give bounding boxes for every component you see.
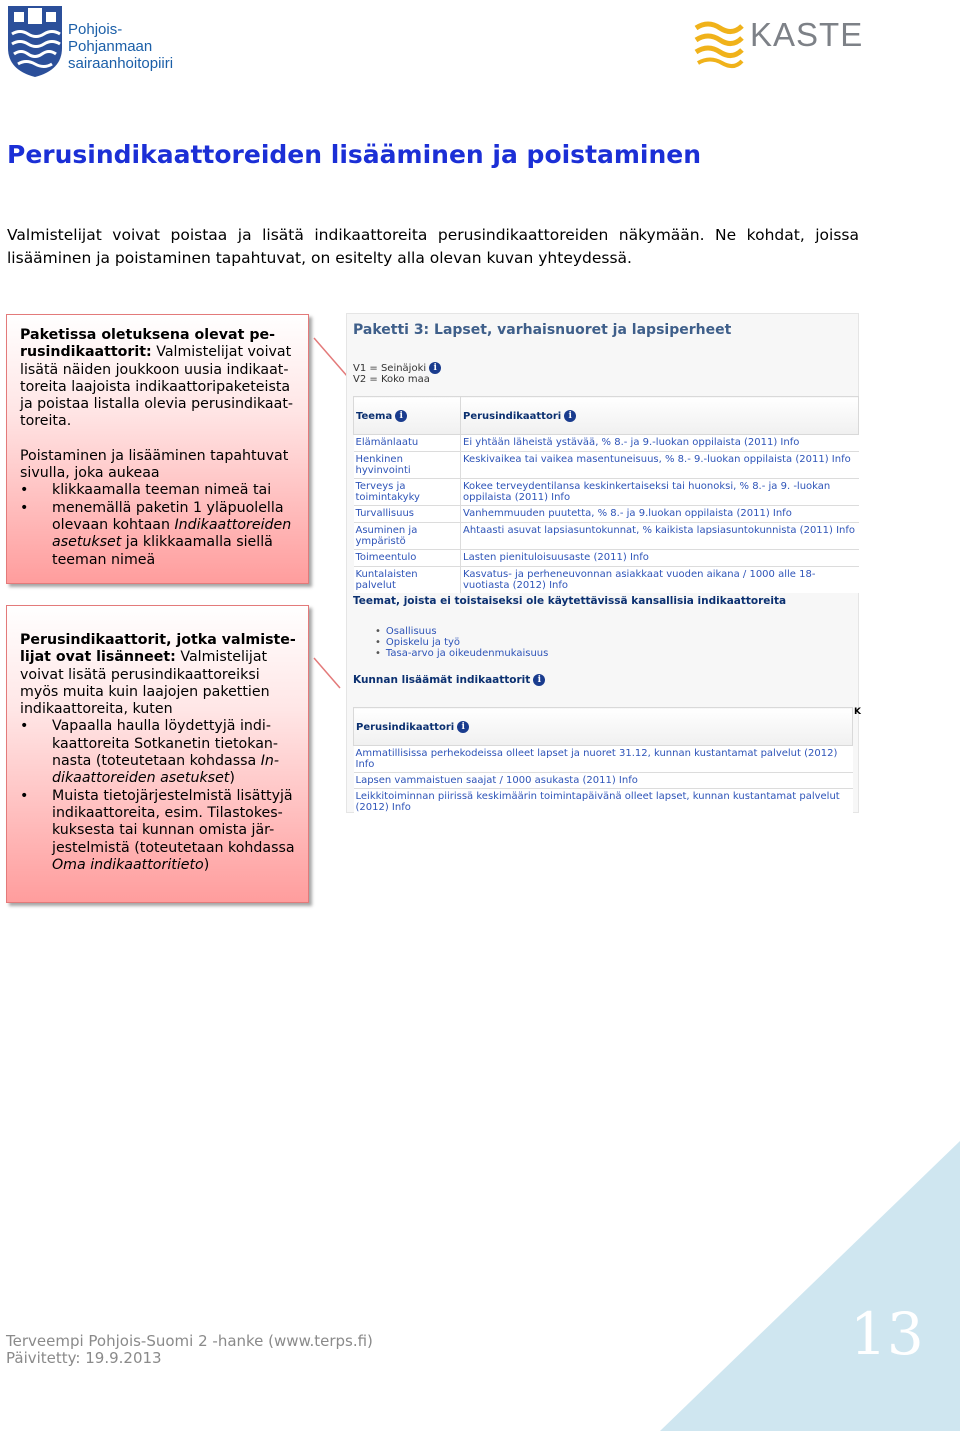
kaste-waves-icon (694, 18, 744, 66)
table-row (354, 773, 853, 789)
package-title: Paketti 3: Lapset, varhaisnuoret ja lapsiperheet (353, 322, 732, 338)
table-header-row (354, 708, 853, 746)
info-icon[interactable]: i (429, 362, 441, 374)
org-name-line2: sairaanhoitopiiri (68, 55, 174, 72)
page-number: 13 (850, 1300, 924, 1368)
indicator-table (353, 396, 859, 593)
theme-link[interactable]: Asuminen ja ympäristö (354, 523, 461, 550)
list-item-text: menemällä paketin 1 yläpuolella olevaan kohtaan (52, 499, 284, 533)
table-row (354, 746, 853, 773)
corner-decoration (660, 1141, 960, 1431)
callout1-heading: Paketissa oletuksena olevat pe-rusindikaattorit: (20, 327, 275, 361)
theme-link[interactable]: Elämänlaatu (354, 435, 461, 452)
table-row (354, 523, 859, 550)
municipal-indicators-title (353, 674, 545, 686)
legend-v1-text: V1 = Seinäjoki (353, 363, 427, 374)
table-header-row (354, 397, 859, 435)
indicator-link[interactable]: Keskivaikea tai vaikea masentuneisuus, % 8.- 9.-luokan oppilaista (2011) Info (461, 452, 859, 479)
kaste-wordmark: KASTE (750, 16, 864, 53)
footer (6, 1333, 373, 1367)
indicator-link[interactable]: Ammatillisissa perhekodeissa olleet lapset ja nuoret 31.12, kunnan kustantamat palvelut (2012) Info (354, 746, 853, 773)
intro-paragraph: Valmistelijat voivat poistaa ja lisätä indikaattoreita perusindikaattoreiden näkymään. Ne kohdat, joissa lisääminen ja poistaminen tapahtuvat, on esitelty alla olevan kuvan yhteydessä. (7, 226, 859, 267)
list-item-text: ) (229, 770, 235, 787)
indicator-link[interactable]: Ahtaasti asuvat lapsiasuntokunnat, % kaikista lapsiasuntokunnista (2011) Info (461, 523, 859, 550)
col-theme-label: Teema (356, 410, 393, 422)
list-item-emphasis: Oma indikaattoritieto (52, 856, 204, 873)
page-title: Perusindikaattoreiden lisääminen ja poistaminen (7, 140, 702, 169)
indicator-link[interactable]: Leikkitoiminnan piirissä keskimäärin toimintapäivänä olleet lapset, kunnan kustantamat palvelut (2012) Info (354, 789, 853, 816)
list-item-text: Vapaalla haulla löydettyjä indi-kaattoreita Sotkanetin tietokan-nasta (toteutetaan kohdassa (52, 718, 279, 770)
indicator-link[interactable]: Vanhemmuuden puutetta, % 8.- ja 9.luokan oppilaista (2011) Info (461, 506, 859, 523)
theme-link[interactable]: Kuntalaisten palvelut (354, 567, 461, 594)
table-row (354, 435, 859, 452)
table-row (354, 506, 859, 523)
col-indicator-header (354, 708, 853, 746)
indicator-link[interactable]: Ei yhtään läheistä ystävää, % 8.- ja 9.-luokan oppilaista (2011) Info (461, 435, 859, 452)
pphp-logo (6, 4, 206, 80)
table-row (354, 550, 859, 567)
theme-link[interactable]: Toimeentulo (354, 550, 461, 567)
org-name-line1: Pohjois-Pohjanmaan (68, 21, 153, 55)
callout-default-indicators (6, 314, 309, 584)
indicator-link[interactable]: Kokee terveydentilansa keskinkertaiseksi tai huonoksi, % 8.- ja 9. -luokan oppilaista (2011) Info (461, 479, 859, 506)
theme-link[interactable]: Terveys ja toimintakyky (354, 479, 461, 506)
org-name (68, 21, 206, 72)
info-icon[interactable]: i (533, 674, 545, 686)
unused-themes-list (385, 626, 548, 659)
table-row (354, 789, 853, 816)
callout1-list (20, 482, 298, 568)
indicator-link[interactable]: Kasvatus- ja perheneuvonnan asiakkaat vuoden aikana / 1000 alle 18-vuotiasta (2012) Info (461, 567, 859, 594)
callout1-paragraph2: Poistaminen ja lisääminen tapahtuvat sivulla, joka aukeaa (20, 447, 289, 482)
legend-v2: V2 = Koko maa (353, 374, 430, 385)
unused-theme-link[interactable]: • Osallisuus (385, 626, 548, 637)
callout1-text: Valmistelijat voivat lisätä näiden joukkoon uusia indikaat-toreita laajoista indikaattoripaketeista ja poistaa listalla olevia perusindikaat-toreita. (20, 344, 294, 430)
footer-updated: Päivitetty: 19.9.2013 (6, 1349, 162, 1367)
info-icon[interactable]: i (395, 410, 407, 422)
clipped-column-label: K (854, 707, 861, 717)
list-item-text: ) (203, 856, 210, 873)
crest-icon (6, 4, 64, 78)
info-icon[interactable]: i (564, 410, 576, 422)
list-item-emphasis: In-dikaattoreiden asetukset (52, 753, 280, 787)
legend-v1 (353, 362, 441, 374)
table-row (354, 452, 859, 479)
municipal-indicator-table (353, 707, 853, 815)
indicator-link[interactable]: Lapsen vammaistuen saajat / 1000 asukasta (2011) Info (354, 773, 853, 789)
theme-link[interactable]: Turvallisuus (354, 506, 461, 523)
footer-project: Terveempi Pohjois-Suomi 2 -hanke (www.terps.fi) (6, 1332, 373, 1350)
list-item-text: ja klikkaamalla siellä teeman nimeä (52, 534, 273, 568)
unused-theme-link[interactable]: • Opiskelu ja työ (385, 637, 548, 648)
list-item-text: Muista tietojärjestelmistä lisättyjä indikaattoreita, esim. Tilastokes-kuksesta tai kunnan omista jär-jestelmistä (toteutetaan kohdassa (52, 787, 295, 856)
callout2-paragraph (20, 632, 298, 718)
callout2-heading: Perusindikaattorit, jotka valmiste-lijat ovat lisänneet: (20, 632, 296, 666)
list-item (20, 500, 298, 569)
callout2-text: Valmistelijat voivat lisätä perusindikaattoreiksi myös muita kuin laajojen pakettien indikaattoreita, kuten (20, 649, 270, 718)
list-item-emphasis: Indikaattoreiden asetukset (52, 516, 292, 551)
indicator-package-screenshot (346, 313, 859, 813)
list-item (20, 788, 298, 874)
list-item (20, 718, 298, 787)
unused-theme-link[interactable]: • Tasa-arvo ja oikeudenmukaisuus (385, 648, 548, 659)
kaste-logo (694, 14, 864, 72)
indicator-link[interactable]: Lasten pienituloisuusaste (2011) Info (461, 550, 859, 567)
table-row (354, 479, 859, 506)
unused-themes-title: Teemat, joista ei toistaiseksi ole käytettävissä kansallisia indikaattoreita (353, 595, 787, 607)
callout2-list (20, 718, 298, 874)
list-item: • klikkaamalla teeman nimeä tai (20, 482, 298, 499)
callout1-paragraph (20, 327, 298, 431)
col-theme-header (354, 397, 461, 435)
col-indicator-label: Perusindikaattori (356, 721, 455, 733)
theme-link[interactable]: Henkinen hyvinvointi (354, 452, 461, 479)
info-icon[interactable]: i (457, 721, 469, 733)
col-indicator-header (461, 397, 859, 435)
col-indicator-label: Perusindikaattori (463, 410, 562, 422)
callout-added-indicators (6, 605, 309, 903)
municipal-title-text: Kunnan lisäämät indikaattorit (353, 674, 531, 686)
table-row (354, 567, 859, 594)
